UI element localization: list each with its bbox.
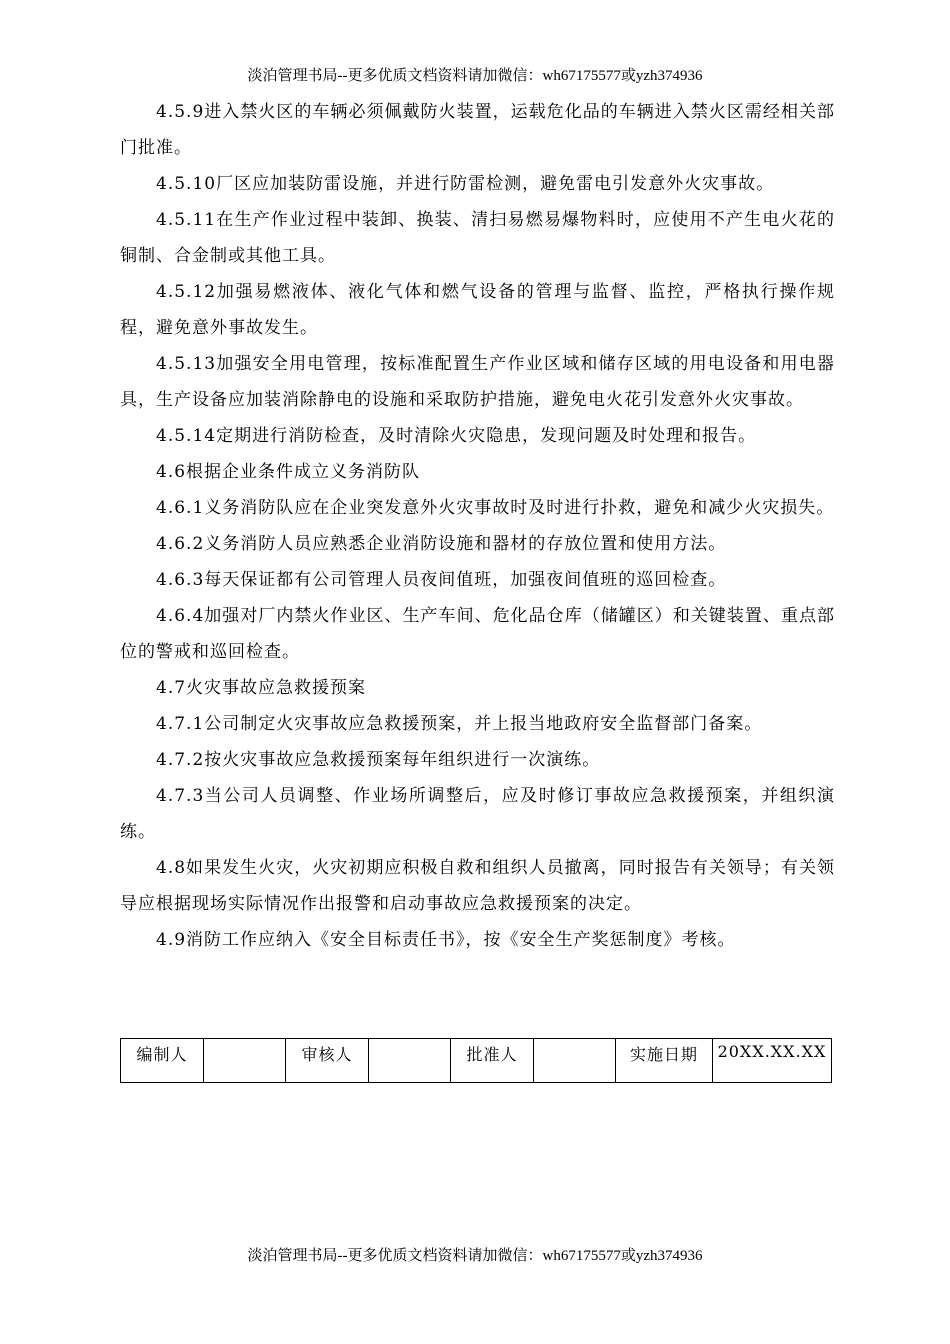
effective-date-label: 实施日期: [616, 1039, 713, 1083]
clause-4-9: 4.9消防工作应纳入《安全目标责任书》，按《安全生产奖惩制度》考核。: [156, 930, 736, 950]
clause-4-6-4: 4.6.4加强对厂内禁火作业区、生产车间、危化品仓库（储罐区）和关键装置、重点部位的警戒和巡回检查。: [120, 606, 835, 662]
effective-date-value: 20XX.XX.XX: [713, 1039, 832, 1083]
approved-by-label: 批准人: [451, 1039, 534, 1083]
clause-4-7-3: 4.7.3当公司人员调整、作业场所调整后，应及时修订事故应急救援预案，并组织演练。: [120, 786, 835, 842]
page-header: 淡泊管理书局--更多优质文档资料请加微信：wh67175577或yzh374936: [247, 68, 703, 84]
clause-4-5-12: 4.5.12加强易燃液体、液化气体和燃气设备的管理与监督、监控，严格执行操作规程，避免意外事故发生。: [120, 282, 835, 338]
section-4-7-heading: 4.7火灾事故应急救援预案: [156, 678, 367, 698]
reviewed-by-value: [369, 1039, 451, 1083]
approved-by-value: [534, 1039, 616, 1083]
approval-table: [120, 1038, 832, 1083]
clause-4-8: 4.8如果发生火灾，火灾初期应积极自救和组织人员撤离，同时报告有关领导；有关领导应根据现场实际情况作出报警和启动事故应急救援预案的决定。: [120, 858, 835, 914]
document-body: [120, 94, 835, 958]
prepared-by-label: 编制人: [121, 1039, 204, 1083]
clause-4-7-1: 4.7.1公司制定火灾事故应急救援预案，并上报当地政府安全监督部门备案。: [156, 714, 763, 734]
clause-4-5-10: 4.5.10厂区应加装防雷设施，并进行防雷检测，避免雷电引发意外火灾事故。: [156, 174, 775, 194]
clause-4-5-14: 4.5.14定期进行消防检查，及时清除火灾隐患，发现问题及时处理和报告。: [156, 426, 757, 446]
clause-4-5-11: 4.5.11在生产作业过程中装卸、换装、清扫易燃易爆物料时，应使用不产生电火花的铜制、合金制或其他工具。: [120, 210, 835, 266]
section-4-6-heading: 4.6根据企业条件成立义务消防队: [156, 462, 421, 482]
clause-4-5-9: 4.5.9进入禁火区的车辆必须佩戴防火装置，运载危化品的车辆进入禁火区需经相关部门批准。: [120, 102, 835, 158]
page-footer: 淡泊管理书局--更多优质文档资料请加微信：wh67175577或yzh374936: [247, 1248, 703, 1264]
reviewed-by-label: 审核人: [286, 1039, 369, 1083]
clause-4-6-1: 4.6.1义务消防队应在企业突发意外火灾事故时及时进行扑救，避免和减少火灾损失。: [156, 498, 835, 518]
clause-4-6-3: 4.6.3每天保证都有公司管理人员夜间值班，加强夜间值班的巡回检查。: [156, 570, 727, 590]
clause-4-5-13: 4.5.13加强安全用电管理，按标准配置生产作业区域和储存区域的用电设备和用电器具，生产设备应加装消除静电的设施和采取防护措施，避免电火花引发意外火灾事故。: [120, 354, 835, 410]
prepared-by-value: [204, 1039, 286, 1083]
approval-row: [121, 1039, 832, 1083]
clause-4-6-2: 4.6.2义务消防人员应熟悉企业消防设施和器材的存放位置和使用方法。: [156, 534, 727, 554]
clause-4-7-2: 4.7.2按火灾事故应急救援预案每年组织进行一次演练。: [156, 750, 601, 770]
